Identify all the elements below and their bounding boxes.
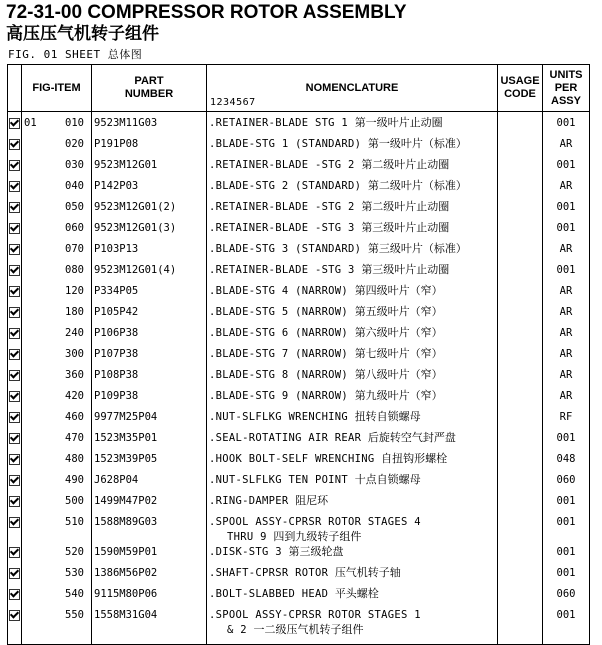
nomenclature-chinese: 第三级叶片（标准） bbox=[367, 242, 467, 255]
row-checkbox-cell bbox=[8, 219, 22, 240]
fig-item-cell bbox=[22, 564, 92, 585]
row-checkbox-cell bbox=[8, 198, 22, 219]
page-subtitle: 高压压气机转子组件 bbox=[6, 24, 159, 44]
fig-item-cell bbox=[22, 585, 92, 606]
table-row bbox=[8, 177, 590, 198]
nomenclature-cell bbox=[207, 408, 498, 429]
row-checkbox[interactable] bbox=[9, 391, 20, 402]
nomenclature-chinese: 后旋转空气封严盘 bbox=[367, 431, 456, 444]
nomenclature-text: .BLADE-STG 4 (NARROW) bbox=[209, 285, 349, 297]
part-number-cell: 9523M12G01(3) bbox=[92, 219, 207, 240]
part-number-cell: 9523M12G01 bbox=[92, 156, 207, 177]
nomenclature-chinese: 压气机转子轴 bbox=[334, 566, 401, 579]
nomenclature-cell bbox=[207, 198, 498, 219]
header-part-number-line1: PART bbox=[134, 75, 164, 87]
row-checkbox-cell bbox=[8, 240, 22, 261]
table-row bbox=[8, 198, 590, 219]
row-checkbox-cell bbox=[8, 366, 22, 387]
row-checkbox[interactable] bbox=[9, 286, 20, 297]
nomenclature-cell bbox=[207, 177, 498, 198]
usage-code-cell bbox=[498, 219, 543, 240]
item-number: 020 bbox=[65, 138, 84, 150]
fig-item-cell bbox=[22, 606, 92, 645]
row-checkbox[interactable] bbox=[9, 223, 20, 234]
table-row bbox=[8, 240, 590, 261]
nomenclature-chinese: 平头螺栓 bbox=[334, 587, 379, 600]
units-per-assy-cell: 001 bbox=[543, 606, 590, 645]
header-units-per-assy bbox=[543, 65, 590, 112]
usage-code-cell bbox=[498, 198, 543, 219]
fig-item-cell bbox=[22, 366, 92, 387]
nomenclature-chinese: 十点自锁螺母 bbox=[354, 473, 421, 486]
part-number-cell: 9523M11G03 bbox=[92, 112, 207, 136]
fig-item-cell bbox=[22, 156, 92, 177]
row-checkbox-cell bbox=[8, 324, 22, 345]
part-number-cell: P142P03 bbox=[92, 177, 207, 198]
fig-item-cell bbox=[22, 408, 92, 429]
units-per-assy-cell: AR bbox=[543, 366, 590, 387]
nomenclature-cell bbox=[207, 282, 498, 303]
row-checkbox-cell bbox=[8, 345, 22, 366]
part-number-cell: P191P08 bbox=[92, 135, 207, 156]
table-row bbox=[8, 564, 590, 585]
usage-code-cell bbox=[498, 261, 543, 282]
item-number: 360 bbox=[65, 369, 84, 381]
fig-item-cell bbox=[22, 324, 92, 345]
nomenclature-text-line2: THRU 9 bbox=[227, 531, 267, 543]
nomenclature-chinese: 第四级叶片（窄） bbox=[354, 284, 443, 297]
item-number: 490 bbox=[65, 474, 84, 486]
header-nomenclature-label: NOMENCLATURE bbox=[305, 81, 399, 94]
nomenclature-text: .BLADE-STG 2 (STANDARD) bbox=[209, 180, 362, 192]
nomenclature-cell bbox=[207, 366, 498, 387]
fig-item-cell bbox=[22, 387, 92, 408]
header-fig-item: FIG-ITEM bbox=[22, 65, 92, 112]
row-checkbox-cell bbox=[8, 261, 22, 282]
item-number: 080 bbox=[65, 264, 84, 276]
table-row bbox=[8, 282, 590, 303]
nomenclature-text: .HOOK BOLT-SELF WRENCHING bbox=[209, 453, 375, 465]
item-number: 030 bbox=[65, 159, 84, 171]
nomenclature-text: .NUT-SLFLKG TEN POINT bbox=[209, 474, 349, 486]
nomenclature-text: .RETAINER-BLADE -STG 2 bbox=[209, 159, 355, 171]
nomenclature-cell bbox=[207, 112, 498, 136]
nomenclature-chinese: 第七级叶片（窄） bbox=[354, 347, 443, 360]
units-per-assy-cell: 060 bbox=[543, 471, 590, 492]
usage-code-cell bbox=[498, 450, 543, 471]
units-per-assy-cell: AR bbox=[543, 177, 590, 198]
nomenclature-chinese: 第六级叶片（窄） bbox=[354, 326, 443, 339]
fig-item-cell bbox=[22, 261, 92, 282]
usage-code-cell bbox=[498, 471, 543, 492]
units-per-assy-cell: AR bbox=[543, 303, 590, 324]
units-per-assy-cell: 001 bbox=[543, 564, 590, 585]
nomenclature-chinese: 自扭钩形螺栓 bbox=[381, 452, 448, 465]
usage-code-cell bbox=[498, 324, 543, 345]
nomenclature-text: .BLADE-STG 3 (STANDARD) bbox=[209, 243, 362, 255]
row-checkbox-cell bbox=[8, 450, 22, 471]
nomenclature-cell bbox=[207, 324, 498, 345]
fig-item-cell bbox=[22, 345, 92, 366]
row-checkbox[interactable] bbox=[9, 181, 20, 192]
row-checkbox[interactable] bbox=[9, 517, 20, 528]
usage-code-cell bbox=[498, 429, 543, 450]
fig-item-cell bbox=[22, 177, 92, 198]
usage-code-cell bbox=[498, 282, 543, 303]
part-number-cell: P334P05 bbox=[92, 282, 207, 303]
header-units-line1: UNITS bbox=[549, 68, 583, 81]
fig-item-cell bbox=[22, 112, 92, 136]
table-row bbox=[8, 471, 590, 492]
item-number: 420 bbox=[65, 390, 84, 402]
header-indent-scale: 1234567 bbox=[210, 97, 256, 108]
nomenclature-cell bbox=[207, 492, 498, 513]
fig-item-cell bbox=[22, 513, 92, 543]
item-number: 060 bbox=[65, 222, 84, 234]
item-number: 070 bbox=[65, 243, 84, 255]
table-row bbox=[8, 156, 590, 177]
item-number: 240 bbox=[65, 327, 84, 339]
row-checkbox-cell bbox=[8, 492, 22, 513]
row-checkbox[interactable] bbox=[9, 610, 20, 621]
table-row bbox=[8, 345, 590, 366]
part-number-cell: 1523M35P01 bbox=[92, 429, 207, 450]
units-per-assy-cell: 001 bbox=[543, 198, 590, 219]
item-number: 460 bbox=[65, 411, 84, 423]
nomenclature-cell bbox=[207, 261, 498, 282]
nomenclature-chinese: 第三级叶片止动圈 bbox=[361, 221, 450, 234]
row-checkbox-cell bbox=[8, 408, 22, 429]
part-number-cell: 1588M89G03 bbox=[92, 513, 207, 543]
usage-code-cell bbox=[498, 408, 543, 429]
row-checkbox-cell bbox=[8, 282, 22, 303]
table-row bbox=[8, 606, 590, 645]
row-checkbox-cell bbox=[8, 429, 22, 450]
fig-item-cell bbox=[22, 135, 92, 156]
row-checkbox[interactable] bbox=[9, 568, 20, 579]
usage-code-cell bbox=[498, 156, 543, 177]
item-number: 010 bbox=[65, 117, 84, 129]
nomenclature-cell bbox=[207, 345, 498, 366]
item-number: 530 bbox=[65, 567, 84, 579]
units-per-assy-cell: AR bbox=[543, 240, 590, 261]
part-number-cell: 1523M39P05 bbox=[92, 450, 207, 471]
row-checkbox[interactable] bbox=[9, 547, 20, 558]
nomenclature-cell bbox=[207, 303, 498, 324]
parts-table bbox=[7, 64, 590, 645]
usage-code-cell bbox=[498, 303, 543, 324]
row-checkbox[interactable] bbox=[9, 454, 20, 465]
table-row bbox=[8, 112, 590, 136]
nomenclature-chinese-line2: 一二级压气机转子组件 bbox=[253, 623, 364, 636]
usage-code-cell bbox=[498, 564, 543, 585]
part-number-cell: P109P38 bbox=[92, 387, 207, 408]
nomenclature-cell bbox=[207, 429, 498, 450]
part-number-cell: P106P38 bbox=[92, 324, 207, 345]
row-checkbox-cell bbox=[8, 513, 22, 543]
nomenclature-text: .RETAINER-BLADE -STG 3 bbox=[209, 222, 355, 234]
table-row bbox=[8, 324, 590, 345]
table-row bbox=[8, 219, 590, 240]
nomenclature-chinese: 阻尼环 bbox=[295, 494, 329, 507]
nomenclature-text: .BLADE-STG 5 (NARROW) bbox=[209, 306, 349, 318]
row-checkbox-cell bbox=[8, 156, 22, 177]
item-number: 120 bbox=[65, 285, 84, 297]
part-number-cell: 1590M59P01 bbox=[92, 543, 207, 564]
units-per-assy-cell: RF bbox=[543, 408, 590, 429]
header-checkbox-column bbox=[8, 65, 22, 112]
header-part-number-line2: NUMBER bbox=[124, 88, 174, 100]
nomenclature-cell bbox=[207, 585, 498, 606]
table-row bbox=[8, 429, 590, 450]
row-checkbox[interactable] bbox=[9, 202, 20, 213]
fig-item-cell bbox=[22, 198, 92, 219]
nomenclature-chinese: 扭转自锁螺母 bbox=[354, 410, 421, 423]
table-row bbox=[8, 450, 590, 471]
row-checkbox-cell bbox=[8, 387, 22, 408]
units-per-assy-cell: 001 bbox=[543, 261, 590, 282]
table-row bbox=[8, 135, 590, 156]
part-number-cell: P107P38 bbox=[92, 345, 207, 366]
nomenclature-chinese: 第五级叶片（窄） bbox=[354, 305, 443, 318]
nomenclature-chinese: 第九级叶片（窄） bbox=[354, 389, 443, 402]
item-number: 500 bbox=[65, 495, 84, 507]
table-row bbox=[8, 387, 590, 408]
item-number: 480 bbox=[65, 453, 84, 465]
units-per-assy-cell: AR bbox=[543, 345, 590, 366]
row-checkbox[interactable] bbox=[9, 244, 20, 255]
table-row bbox=[8, 366, 590, 387]
usage-code-cell bbox=[498, 543, 543, 564]
part-number-cell: 9523M12G01(4) bbox=[92, 261, 207, 282]
units-per-assy-cell: 001 bbox=[543, 429, 590, 450]
nomenclature-chinese: 第一级叶片（标准） bbox=[367, 137, 467, 150]
nomenclature-text-line2: & 2 bbox=[227, 624, 247, 636]
table-row bbox=[8, 303, 590, 324]
nomenclature-cell bbox=[207, 564, 498, 585]
fig-item-cell bbox=[22, 303, 92, 324]
nomenclature-text: .BLADE-STG 8 (NARROW) bbox=[209, 369, 349, 381]
nomenclature-cell bbox=[207, 219, 498, 240]
part-number-cell: P108P38 bbox=[92, 366, 207, 387]
header-part-number bbox=[92, 65, 207, 112]
nomenclature-text: .NUT-SLFLKG WRENCHING bbox=[209, 411, 349, 423]
item-number: 180 bbox=[65, 306, 84, 318]
table-header-row bbox=[8, 65, 590, 112]
fig-item-cell bbox=[22, 240, 92, 261]
part-number-cell: 9977M25P04 bbox=[92, 408, 207, 429]
nomenclature-chinese: 第三级轮盘 bbox=[288, 545, 344, 558]
header-nomenclature bbox=[207, 65, 498, 112]
nomenclature-text: .BLADE-STG 7 (NARROW) bbox=[209, 348, 349, 360]
row-checkbox-cell bbox=[8, 135, 22, 156]
row-checkbox-cell bbox=[8, 112, 22, 136]
table-row bbox=[8, 543, 590, 564]
fig-item-cell bbox=[22, 450, 92, 471]
fig-item-cell bbox=[22, 492, 92, 513]
row-checkbox[interactable] bbox=[9, 118, 20, 129]
item-number: 300 bbox=[65, 348, 84, 360]
usage-code-cell bbox=[498, 513, 543, 543]
nomenclature-cell bbox=[207, 240, 498, 261]
nomenclature-text: .RETAINER-BLADE -STG 3 bbox=[209, 264, 355, 276]
units-per-assy-cell: AR bbox=[543, 282, 590, 303]
part-number-cell: 9523M12G01(2) bbox=[92, 198, 207, 219]
row-checkbox[interactable] bbox=[9, 265, 20, 276]
nomenclature-cell bbox=[207, 156, 498, 177]
units-per-assy-cell: AR bbox=[543, 387, 590, 408]
part-number-cell: 1386M56P02 bbox=[92, 564, 207, 585]
part-number-cell: P105P42 bbox=[92, 303, 207, 324]
header-units-line2: PER bbox=[554, 81, 578, 94]
nomenclature-text: .DISK-STG 3 bbox=[209, 546, 282, 558]
header-usage-code bbox=[498, 65, 543, 112]
row-checkbox-cell bbox=[8, 177, 22, 198]
row-checkbox[interactable] bbox=[9, 433, 20, 444]
nomenclature-cell bbox=[207, 135, 498, 156]
nomenclature-cell bbox=[207, 387, 498, 408]
usage-code-cell bbox=[498, 606, 543, 645]
nomenclature-text: .BLADE-STG 1 (STANDARD) bbox=[209, 138, 362, 150]
usage-code-cell bbox=[498, 366, 543, 387]
nomenclature-chinese: 第二级叶片止动圈 bbox=[361, 158, 450, 171]
usage-code-cell bbox=[498, 387, 543, 408]
row-checkbox-cell bbox=[8, 564, 22, 585]
units-per-assy-cell: 001 bbox=[543, 492, 590, 513]
fig-number: 01 bbox=[24, 117, 37, 129]
units-per-assy-cell: 001 bbox=[543, 156, 590, 177]
nomenclature-text: .SHAFT-CPRSR ROTOR bbox=[209, 567, 329, 579]
row-checkbox[interactable] bbox=[9, 349, 20, 360]
item-number: 510 bbox=[65, 516, 84, 528]
table-row bbox=[8, 513, 590, 543]
fig-item-cell bbox=[22, 429, 92, 450]
row-checkbox[interactable] bbox=[9, 412, 20, 423]
table-row bbox=[8, 585, 590, 606]
units-per-assy-cell: AR bbox=[543, 324, 590, 345]
part-number-cell: P103P13 bbox=[92, 240, 207, 261]
item-number: 550 bbox=[65, 609, 84, 621]
nomenclature-cell bbox=[207, 543, 498, 564]
row-checkbox[interactable] bbox=[9, 328, 20, 339]
units-per-assy-cell: 048 bbox=[543, 450, 590, 471]
usage-code-cell bbox=[498, 112, 543, 136]
units-per-assy-cell: 001 bbox=[543, 219, 590, 240]
units-per-assy-cell: 001 bbox=[543, 513, 590, 543]
nomenclature-chinese: 第一级叶片止动圈 bbox=[354, 116, 443, 129]
units-per-assy-cell: 001 bbox=[543, 543, 590, 564]
nomenclature-chinese: 第二级叶片止动圈 bbox=[361, 200, 450, 213]
nomenclature-text: .SPOOL ASSY-CPRSR ROTOR STAGES 4 bbox=[209, 516, 421, 528]
usage-code-cell bbox=[498, 240, 543, 261]
nomenclature-text: .RETAINER-BLADE -STG 2 bbox=[209, 201, 355, 213]
nomenclature-text: .BLADE-STG 6 (NARROW) bbox=[209, 327, 349, 339]
fig-item-cell bbox=[22, 282, 92, 303]
usage-code-cell bbox=[498, 135, 543, 156]
row-checkbox-cell bbox=[8, 606, 22, 645]
item-number: 540 bbox=[65, 588, 84, 600]
item-number: 470 bbox=[65, 432, 84, 444]
row-checkbox[interactable] bbox=[9, 496, 20, 507]
nomenclature-continuation bbox=[209, 531, 495, 543]
fig-item-cell bbox=[22, 471, 92, 492]
row-checkbox-cell bbox=[8, 543, 22, 564]
nomenclature-text: .BLADE-STG 9 (NARROW) bbox=[209, 390, 349, 402]
nomenclature-chinese: 第三级叶片止动圈 bbox=[361, 263, 450, 276]
row-checkbox[interactable] bbox=[9, 370, 20, 381]
nomenclature-cell bbox=[207, 450, 498, 471]
fig-item-cell bbox=[22, 219, 92, 240]
row-checkbox-cell bbox=[8, 471, 22, 492]
item-number: 050 bbox=[65, 201, 84, 213]
header-usage-line1: USAGE bbox=[500, 75, 540, 87]
nomenclature-chinese: 第二级叶片（标准） bbox=[367, 179, 467, 192]
header-usage-line2: CODE bbox=[504, 88, 536, 100]
nomenclature-cell bbox=[207, 471, 498, 492]
page-title: 72-31-00 COMPRESSOR ROTOR ASSEMBLY bbox=[6, 2, 407, 23]
nomenclature-continuation bbox=[209, 624, 495, 636]
figure-sheet-label: FIG. 01 SHEET 总体图 bbox=[8, 48, 143, 61]
row-checkbox-cell bbox=[8, 585, 22, 606]
part-number-cell: J628P04 bbox=[92, 471, 207, 492]
part-number-cell: 1499M47P02 bbox=[92, 492, 207, 513]
table-row bbox=[8, 408, 590, 429]
units-per-assy-cell: 001 bbox=[543, 112, 590, 136]
nomenclature-chinese-line2: 四到九级转子组件 bbox=[273, 530, 362, 543]
nomenclature-cell bbox=[207, 606, 498, 645]
part-number-cell: 9115M80P06 bbox=[92, 585, 207, 606]
usage-code-cell bbox=[498, 177, 543, 198]
usage-code-cell bbox=[498, 492, 543, 513]
nomenclature-chinese: 第八级叶片（窄） bbox=[354, 368, 443, 381]
table-row bbox=[8, 492, 590, 513]
row-checkbox-cell bbox=[8, 303, 22, 324]
item-number: 040 bbox=[65, 180, 84, 192]
units-per-assy-cell: 060 bbox=[543, 585, 590, 606]
part-number-cell: 1558M31G04 bbox=[92, 606, 207, 645]
row-checkbox[interactable] bbox=[9, 475, 20, 486]
header-units-line3: ASSY bbox=[551, 94, 581, 107]
usage-code-cell bbox=[498, 345, 543, 366]
nomenclature-text: .BOLT-SLABBED HEAD bbox=[209, 588, 329, 600]
nomenclature-text: .SEAL-ROTATING AIR REAR bbox=[209, 432, 362, 444]
nomenclature-text: .RETAINER-BLADE STG 1 bbox=[209, 117, 349, 129]
fig-item-cell bbox=[22, 543, 92, 564]
row-checkbox[interactable] bbox=[9, 139, 20, 150]
nomenclature-text: .RING-DAMPER bbox=[209, 495, 289, 507]
row-checkbox[interactable] bbox=[9, 589, 20, 600]
units-per-assy-cell: AR bbox=[543, 135, 590, 156]
item-number: 520 bbox=[65, 546, 84, 558]
nomenclature-text: .SPOOL ASSY-CPRSR ROTOR STAGES 1 bbox=[209, 609, 421, 621]
row-checkbox[interactable] bbox=[9, 307, 20, 318]
row-checkbox[interactable] bbox=[9, 160, 20, 171]
usage-code-cell bbox=[498, 585, 543, 606]
nomenclature-cell bbox=[207, 513, 498, 543]
table-row bbox=[8, 261, 590, 282]
